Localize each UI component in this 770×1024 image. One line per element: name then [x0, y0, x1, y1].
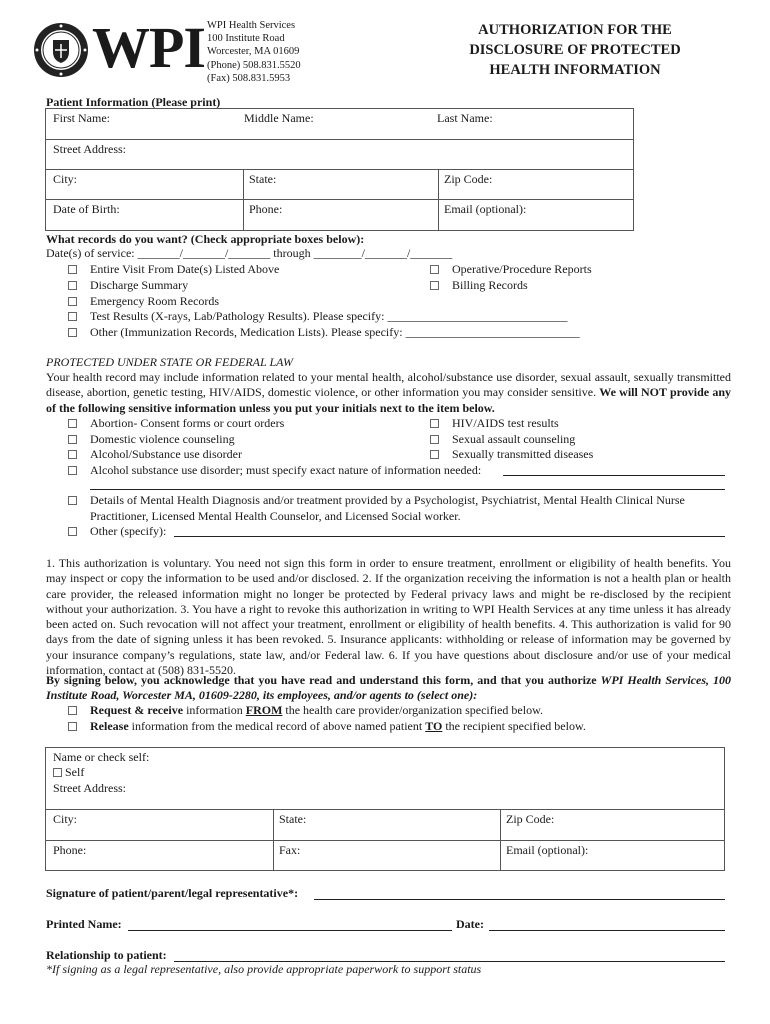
form-title: [430, 20, 720, 80]
email-field[interactable]: Email (optional):: [444, 202, 527, 216]
recipient-table: [45, 747, 725, 871]
signature-line[interactable]: [314, 899, 725, 900]
title-line: AUTHORIZATION FOR THE: [478, 22, 672, 38]
sensitive-intro: [46, 370, 731, 416]
wpi-seal-logo: [33, 22, 89, 78]
checkbox[interactable]: [68, 450, 77, 459]
record-option[interactable]: [430, 262, 592, 278]
zip-code-field[interactable]: Zip Code:: [444, 172, 493, 186]
alcohol-specify-line[interactable]: [503, 475, 725, 476]
direction-option-release[interactable]: Release information from the medical record of above named patient TO the recipient specified below.: [68, 719, 586, 735]
checkbox[interactable]: [430, 281, 439, 290]
city-field[interactable]: City:: [53, 172, 78, 186]
checkbox[interactable]: [68, 722, 77, 731]
recipient-zip-field[interactable]: Zip Code:: [506, 812, 555, 826]
address-line: 100 Institute Road: [207, 33, 285, 45]
record-option-label: Test Results (X-rays, Lab/Pathology Results). Please specify: ______________________________: [90, 309, 568, 323]
sensitive-option[interactable]: [68, 447, 242, 463]
recipient-fax-field[interactable]: Fax:: [279, 843, 301, 857]
sensitive-option-label: Sexual assault counseling: [452, 432, 576, 446]
record-option-label: Other (Immunization Records, Medication Lists). Please specify: _____________________________: [90, 325, 580, 339]
sensitive-option[interactable]: [430, 416, 559, 432]
date-of-birth-field[interactable]: Date of Birth:: [53, 202, 120, 216]
sensitive-option[interactable]: [430, 447, 593, 463]
sensitive-warning: We will NOT provide any of the following sensitive information unless you put your initials next to the item below.: [46, 385, 731, 415]
ack-text: By signing below, you acknowledge that you have read and understand this form, and that you authorize: [46, 673, 597, 687]
dates-of-service[interactable]: Date(s) of service: _______/_______/_______ through ________/_______/_______: [46, 246, 453, 260]
signature-label: Signature of patient/parent/legal representative*:: [46, 886, 299, 900]
checkbox[interactable]: [430, 450, 439, 459]
address-line: Worcester, MA 01609: [207, 46, 300, 58]
checkbox[interactable]: [430, 419, 439, 428]
sensitive-option-label: Abortion- Consent forms or court orders: [90, 416, 285, 430]
relationship-label: Relationship to patient:: [46, 948, 167, 962]
clinic-address: [207, 19, 301, 85]
record-option-label: Discharge Summary: [90, 278, 189, 292]
sensitive-option[interactable]: [68, 463, 481, 479]
checkbox[interactable]: [68, 297, 77, 306]
record-option[interactable]: [68, 309, 567, 325]
sensitive-option-label: Sexually transmitted diseases: [452, 447, 594, 461]
checkbox[interactable]: [68, 527, 77, 536]
checkbox[interactable]: [430, 265, 439, 274]
middle-name-field[interactable]: Middle Name:: [244, 111, 314, 125]
sensitive-option-label: Alcohol substance use disorder; must specify exact nature of information needed:: [90, 463, 482, 477]
record-option-label: Billing Records: [452, 278, 528, 292]
sensitive-option-label: Domestic violence counseling: [90, 432, 235, 446]
other-specify-line[interactable]: [174, 536, 725, 537]
checkbox[interactable]: [68, 435, 77, 444]
alcohol-specify-line-2[interactable]: [90, 489, 725, 490]
title-line: DISCLOSURE OF PROTECTED: [469, 42, 681, 58]
checkbox[interactable]: [68, 281, 77, 290]
checkbox[interactable]: [430, 435, 439, 444]
address-line: (Phone) 508.831.5520: [207, 59, 301, 71]
record-option[interactable]: [68, 278, 188, 294]
state-field[interactable]: State:: [249, 172, 277, 186]
address-line: (Fax) 508.831.5953: [207, 72, 291, 84]
law-heading: PROTECTED UNDER STATE OR FEDERAL LAW: [46, 355, 293, 369]
records-heading: What records do you want? (Check appropriate boxes below):: [46, 232, 365, 246]
date-label: Date:: [456, 917, 484, 931]
sensitive-option[interactable]: [68, 524, 166, 540]
recipient-name-field[interactable]: Name or check self:: [53, 750, 150, 764]
checkbox[interactable]: [68, 706, 77, 715]
checkbox[interactable]: [68, 466, 77, 475]
legal-rep-note: *If signing as a legal representative, also provide appropriate paperwork to support status: [46, 962, 482, 976]
patient-info-table: [45, 108, 634, 231]
checkbox[interactable]: [68, 419, 77, 428]
sensitive-intro-text: Your health record may include information related to your mental health, alcohol/substance use disorder, sexual assault, sexually transmitted disease, abortion, genetic testing, HIV/AIDS, domestic violence, or other information you may consider sensitive.: [46, 370, 731, 400]
recipient-city-field[interactable]: City:: [53, 812, 78, 826]
sensitive-option-label: Alcohol/Substance use disorder: [90, 447, 242, 461]
printed-name-line[interactable]: [128, 930, 452, 931]
record-option-label: Emergency Room Records: [90, 294, 220, 308]
title-line: HEALTH INFORMATION: [489, 62, 661, 78]
last-name-field[interactable]: Last Name:: [437, 111, 493, 125]
checkbox[interactable]: [68, 265, 77, 274]
sensitive-option-label: Details of Mental Health Diagnosis and/or treatment provided by a Psychologist, Psychiatrist, Mental Health Clinical Nurse Practitioner, Licensed Mental Health Counselor, and Licensed Social worker.: [90, 493, 685, 523]
terms-text: 1. This authorization is voluntary. You need not sign this form in order to ensure treatment, enrollment or eligibility of health benefits. You may inspect or copy the information to be used and/or disclosed. 2. If the organization receiving the information is not a health plan or health care provider, the released information might no longer be protected by Federal privacy laws and might be re-disclosed by the recipient without your authorization. 3. You have a right to revoke this authorization in writing to WPI Health Services at any time unless it has already been acted on. Such revocation will not affect your treatment, enrollment or eligibility of health benefits. 4. This authorization is valid for 90 days from the date of signing unless it has been revoked. 5. Insurance applicants: withholding or release of information may be governed by your insurance company’s regulations, state law, and/or Federal law. 6. If you have questions about disclosure and/or use of your medical information, contact at (508) 831-5520.: [46, 556, 731, 678]
sensitive-option[interactable]: [68, 493, 728, 524]
record-option[interactable]: [430, 278, 528, 294]
address-line: WPI Health Services: [207, 20, 296, 31]
recipient-state-field[interactable]: State:: [279, 812, 307, 826]
recipient-email-field[interactable]: Email (optional):: [506, 843, 589, 857]
direction-option-request[interactable]: Request & receive information FROM the health care provider/organization specified below.: [68, 703, 543, 719]
patient-info-heading: Patient Information (Please print): [46, 95, 221, 109]
checkbox[interactable]: [53, 768, 62, 777]
ack-authorized-party: WPI Health Services, 100 Institute Road, Worcester MA, 01609-2280, its employees, and/or agents to (select one):: [46, 673, 732, 703]
acknowledgement: [46, 673, 731, 704]
record-option-label: Entire Visit From Date(s) Listed Above: [90, 262, 280, 276]
phone-field[interactable]: Phone:: [249, 202, 283, 216]
first-name-field[interactable]: First Name:: [53, 111, 110, 125]
sensitive-option-label: Other (specify):: [90, 524, 167, 538]
record-option[interactable]: [68, 294, 219, 310]
checkbox[interactable]: [68, 328, 77, 337]
record-option-label: Operative/Procedure Reports: [452, 262, 592, 276]
recipient-phone-field[interactable]: Phone:: [53, 843, 87, 857]
record-option[interactable]: [68, 325, 580, 341]
sensitive-option[interactable]: [68, 432, 235, 448]
sensitive-option-label: HIV/AIDS test results: [452, 416, 559, 430]
sensitive-option[interactable]: [430, 432, 575, 448]
recipient-street-field[interactable]: Street Address:: [53, 781, 126, 795]
checkbox[interactable]: [68, 312, 77, 321]
sensitive-option[interactable]: [68, 416, 284, 432]
record-option[interactable]: [68, 262, 279, 278]
date-line[interactable]: [489, 930, 725, 931]
self-option[interactable]: Self: [53, 765, 84, 781]
street-address-field[interactable]: Street Address:: [53, 142, 126, 156]
printed-name-label: Printed Name:: [46, 917, 122, 931]
wpi-logo-text: WPI: [92, 15, 205, 80]
checkbox[interactable]: [68, 496, 77, 505]
